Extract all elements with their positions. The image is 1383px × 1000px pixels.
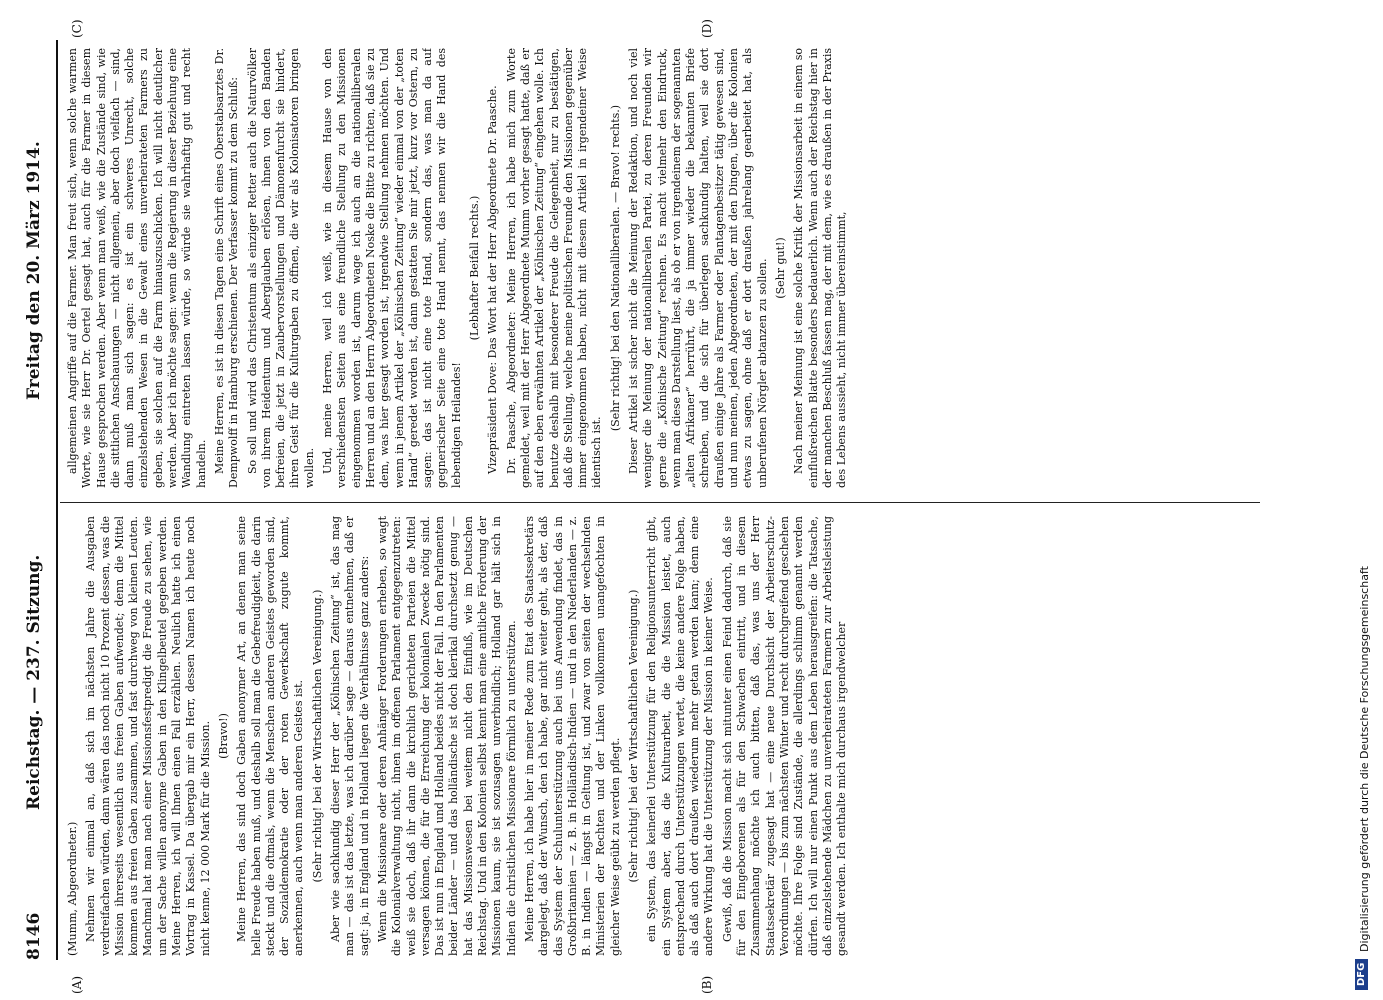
- dfg-logo: DFG: [1355, 959, 1368, 990]
- paragraph: Dr. Paasche, Abgeordneter: Meine Herren, ich habe mich zum Worte gemeldet, weil mit der Herr Abgeordnete Mumm vorher gesagt hatte, daß er auf den eben erwähnten Artikel der „Kölnischen Zeitung“ eingehen wolle. Ich benutze deshalb mit besonderer Freude die Gelegenheit, nur zu bestätigen, daß die Stellung, welche meine politischen Freunde den Missionen gegenüber immer eingenommen haben, nicht mit diesem Artikel in irgendeiner Weise identisch ist.: [504, 48, 604, 488]
- header-rule: [56, 40, 58, 960]
- paragraph: (Bravo!): [216, 713, 230, 759]
- paragraph: Gewiß, daß die Mission macht sich mitunter einen Feind dadurch, daß sie für den Eingeborenen als für den Schwachen eintritt, und in diesem Zusammenhang möchte ich auch bitten, daß das, was uns der Herr Staatssekretär zugesagt hat — eine neue Durchsicht der Arbeiterschutz-Verordnungen — bis zum nächsten Winter und recht durchgreifend geschehen möchte. Ihre Folge sind Zustände, die allerdings schlimm genannt werden dürfen. Ich will nur einen Punkt aus dem Leben herausgreifen: die Tatsache, daß einzelstehende Mädchen zu unverheirateten Farmern zur Arbeitsleistung gesandt werden. Ich enthalte mich durchaus irgendwelcher: [720, 516, 849, 956]
- left-column: [66, 516, 1256, 956]
- paragraph: Aber wie sachkundig dieser Herr der „Kölnischen Zeitung“ ist, das mag man — das ist das letzte, was ich darüber sage — daraus entnehmen, daß er sagt: ja, in England und in Holland liegen die Verhältnisse ganz anders:: [329, 516, 371, 956]
- paragraph: (Sehr richtig! bei der Wirtschaftlichen Vereinigung.): [626, 589, 640, 883]
- paragraph: Nehmen wir einmal an, daß sich im nächsten Jahre die Ausgaben verdreifachen würden, dann wären das noch nicht 10 Prozent dessen, was die Mission ihrerseits wesentlich aus freien Gaben aufwendet; denn die Mittel kommen aus freien Gaben zusammen, und fast durchweg von kleinen Leuten. Manchmal hat man nach einer Missionsfestpredigt die Freude zu sehen, wie um der Sache willen anonyme Gaben in den Klingelbeutel gegeben werden. Meine Herren, ich will Ihnen einen Fall erzählen. Neulich hatte ich einen Vortrag in Kassel. Da übergab mir ein Herr, dessen Namen ich heute noch nicht kenne, 12 000 Mark für die Mission.: [84, 516, 212, 956]
- paragraph: Wenn die Missionare oder deren Anhänger Forderungen erheben, so wagt die Kolonialverwaltung nicht, ihnen im offenen Parlament entgegenzutreten: weiß sie doch, daß ihr dann die kirchlich gerichteten Parteien die Mittel versagen können, die für die Erreichung der kolonialen Zwecke nötig sind. Das ist nun in England und Holland beides nicht der Fall. In den Parlamenten beider Länder — und das holländische ist doch klerikal durchsetzt genug — hat das Missionswesen bei weitem nicht den Einfluß, wie im Deutschen Reichstag. Und in den Kolonien selbst kennt man eine amtliche Förderung der Missionen kaum, sie ist sozusagen unverbindlich; Holland gar hält sich in Indien die christlichen Missionare förmlich zu unterstützen.: [375, 516, 518, 956]
- speaker-note: (Mumm, Abgeordneter.): [66, 821, 79, 956]
- paragraph: So soll und wird das Christentum als einziger Retter auch die Naturvölker von ihrem Heidentum und Aberglauben erlösen, ihnen von den Banden befreien, die jetzt in Zaubervorstellungen und Dämonenfurcht sie hindert, ihren Geist für die Kulturgaben zu öffnen, die wir als Kolonisatoren bringen wollen.: [245, 48, 316, 488]
- paragraph: (Sehr richtig! bei den Nationalliberalen. — Bravo! rechts.): [608, 104, 622, 432]
- funding-caption: Digitalisierung gefördert durch die Deutsche Forschungsgemeinschaft: [1358, 566, 1371, 952]
- paragraph: Und, meine Herren, weil ich weiß, wie in diesem Hause von den verschiedensten Seiten aus eine freundliche Stellung zu den Missionen eingenommen worden ist, darum wage ich auch an die nationalliberalen Herren und an den Herrn Abgeordneten Noske die Bitte zu richten, daß sie zu dem, was hier gesagt worden ist, irgendwie Stellung nehmen möchten. Und wenn in jenem Artikel der „Kölnischen Zeitung“ wieder einmal von der „toten Hand“ geredet worden ist, dann gestatten Sie mir jetzt, kurz vor Ostern, zu sagen: das ist nicht eine tote Hand, sondern das, was man da auf gegnerischer Seite eine tote Hand nennt, das nennen wir die Hand des lebendigen Heilandes!: [321, 48, 463, 488]
- paragraph: Meine Herren, es ist in diesen Tagen eine Schrift eines Oberstabsarztes Dr. Dempwolff in Hamburg erschienen. Der Verfasser kommt zu dem Schluß:: [212, 48, 241, 488]
- paragraph: Meine Herren, ich habe hier in meiner Rede zum Etat des Staatssekretärs dargelegt, daß der Wunsch, den ich habe, gar nicht weiter geht, als der, daß das System der Schulunterstützung auch bei uns Anwendung findet, das in Großbritannien — z. B. in Holländisch-Indien — und in den Niederlanden — z. B. in Indien — längst in Geltung ist, und zwar von seiten der wechselnden Ministerien der Rechten und der Linken vollkommen unangefochten in gleicher Weise geübt zu werden pflegt.: [522, 516, 622, 956]
- paragraph: Vizepräsident Dove: Das Wort hat der Herr Abgeordnete Dr. Paasche.: [486, 85, 500, 474]
- paragraph: (Sehr richtig! bei der Wirtschaftlichen Vereinigung.): [310, 589, 324, 883]
- right-column: [66, 48, 1256, 488]
- margin-mark-d: (D): [700, 19, 714, 38]
- paragraph: Meine Herren, das sind doch Gaben anonymer Art, an denen man seine helle Freude haben muß, und deshalb soll man die Gebefreudigkeit, die darin steckt und die oftmals, wenn die Menschen anderen Geistes geworden sind, der Sozialdemokratie oder der roten Gewerkschaft zugute kommt, anerkennen, auch wenn man anderen Geistes ist.: [235, 516, 306, 956]
- paragraph: ein System, das keinerlei Unterstützung für den Religionsunterricht gibt, ein System aber, das die Kulturarbeit, die die Mission leistet, auch entsprechend durch Unterstützungen wertet, die keine andere Folge haben, als daß auch dort draußen wiederum mehr getan werden kann; denn eine andere Wirkung hat die Unterstützung der Mission in keiner Weise.: [645, 516, 716, 956]
- paragraph: (Sehr gut!): [773, 237, 787, 299]
- paragraph: allgemeinen Angriffe auf die Farmer. Man freut sich, wenn solche warmen Worte, wie sie Herr Dr. Oertel gesagt hat, auch für die Farmer in diesem Hause gesprochen werden. Aber wenn man weiß, wie die Zustände sind, wie die sittlichen Anschauungen — nicht allgemein, aber doch vielfach — sind, dann muß man sich sagen: es ist ein schweres Unrecht, solche einzelstehenden Wesen in die Gewalt eines unverheirateten Farmers zu geben, sie solchen auf die Farm hinauszuschicken. Ich will nicht deutlicher werden. Aber ich möchte sagen: wenn die Regierung in dieser Beziehung eine Wandlung eintreten lassen würde, so würde sie wahrhaftig gut und recht handeln.: [66, 48, 208, 488]
- column-divider: [60, 502, 1260, 503]
- margin-mark-a: (A): [70, 975, 84, 994]
- paragraph: Dieser Artikel ist sicher nicht die Meinung der Redaktion, und noch viel weniger die Meinung der nationalliberalen Partei, zu deren Freunden wir gerne die „Kölnische Zeitung“ rechnen. Es macht vielmehr den Eindruck, wenn man diese Darstellung liest, als ob er von irgendeinem der sogenannten „alten Afrikaner“ herrührt, die ja immer wieder die bekannten Briefe schreiben, und die sich für überlegen sachkundig halten, weil sie dort draußen einige Jahre als Farmer oder Plantagenbesitzer tätig gewesen sind, und nun meinen, jeden Abgeordneten, der mit den Dingen, über die Kolonien etwas zu sagen, ohne daß er dort draußen jahrelang gearbeitet hat, als unberufenen Nörgler abtanzen zu sollen.: [626, 48, 769, 488]
- page-number: 8146: [24, 912, 44, 960]
- margin-mark-b: (B): [700, 975, 714, 994]
- paragraph: (Lebhafter Beifall rechts.): [468, 195, 482, 341]
- margin-mark-c: (C): [70, 19, 84, 38]
- header-right-title: Freitag den 20. März 1914.: [24, 141, 44, 400]
- header-left-title: Reichstag. — 237. Sitzung.: [24, 554, 44, 810]
- paragraph: Nach meiner Meinung ist eine solche Kritik der Missionsarbeit in einem so einflußreichen Blatte besonders bedauerlich. Wenn auch der Reichstag hier in der manchen Beschluß fassen mag, der mit dem, wie es draußen in der Praxis des Lebens aussieht, nicht immer übereinstimmt,: [792, 48, 849, 488]
- page-header: [14, 40, 54, 960]
